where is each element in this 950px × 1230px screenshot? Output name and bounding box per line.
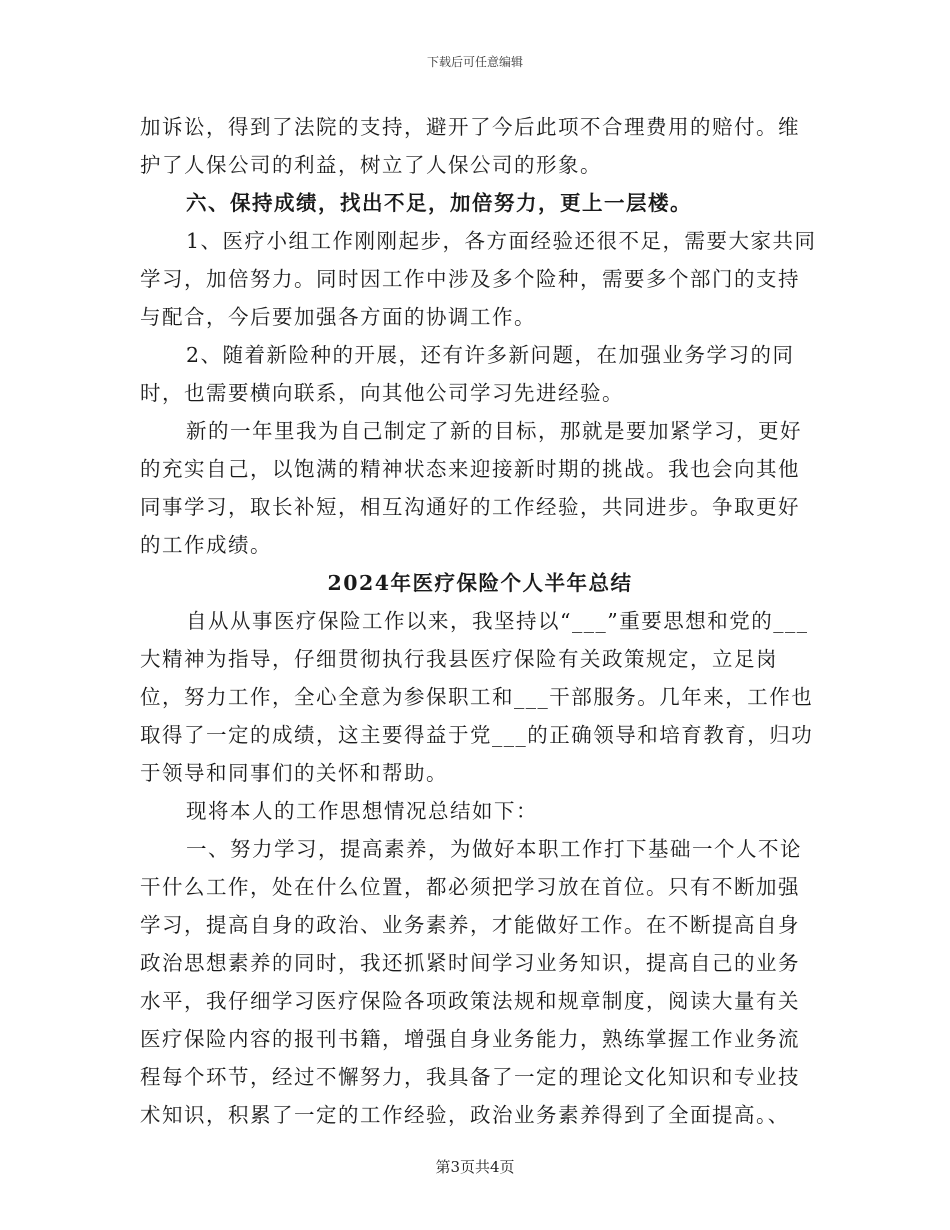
paragraph-section-one: 一、努力学习，提高素养，为做好本职工作打下基础一个人不论干什么工作，处在什么位置，都必须把学习放在首位。只有不断加强学习，提高自身的政治、业务素养，才能做好工作。在不断提高自身政治思想素养的同时，我还抓紧时间学习业务知识，提高自己的业务水平，我仔细学习医疗保险各项政策法规和规章制度，阅读大量有关医疗保险内容的报刊书籍，增强自身业务能力，熟练掌握工作业务流程每个环节，经过不懈努力，我具备了一定的理论文化知识和专业技术知识，积累了一定的工作经验，政治业务素养得到了全面提高。、	[140, 837, 802, 1127]
document-body	[140, 108, 820, 1134]
page-footer-number: 第3页共4页	[435, 1158, 515, 1176]
document-title: 2024年医疗保险个人半年总结	[327, 571, 633, 595]
paragraph-lawsuit-continuation: 加诉讼，得到了法院的支持，避开了今后此项不合理费用的赔付。维护了人保公司的利益，树立了人保公司的形象。	[140, 115, 800, 177]
paragraph-intro: 自从从事医疗保险工作以来，我坚持以“___”重要思想和党的___大精神为指导，仔细贯彻执行我县医疗保险有关政策规定，立足岗位，努力工作，全心全意为参保职工和___干部服务。几年来，工作也取得了一定的成绩，这主要得益于党___的正确领导和培育教育，归功于领导和同事们的关怀和帮助。	[140, 609, 814, 785]
page-header-note: 下载后可任意编辑	[426, 55, 523, 69]
section-heading-six: 六、保持成绩，找出不足，加倍努力，更上一层楼。	[186, 191, 692, 215]
paragraph-point-1: 1、医疗小组工作刚刚起步，各方面经验还很不足，需要大家共同学习，加倍努力。同时因工作中涉及多个险种，需要多个部门的支持与配合，今后要加强各方面的协调工作。	[140, 229, 817, 329]
paragraph-summary-lead: 现将本人的工作思想情况总结如下：	[186, 799, 538, 823]
paragraph-new-year-goals: 新的一年里我为自己制定了新的目标，那就是要加紧学习，更好的充实自己，以饱满的精神状态来迎接新时期的挑战。我也会向其他同事学习，取长补短，相互沟通好的工作经验，共同进步。争取更好的工作成绩。	[140, 419, 802, 557]
paragraph-point-2: 2、随着新险种的开展，还有许多新问题，在加强业务学习的同时，也需要横向联系，向其他公司学习先进经验。	[140, 343, 795, 405]
